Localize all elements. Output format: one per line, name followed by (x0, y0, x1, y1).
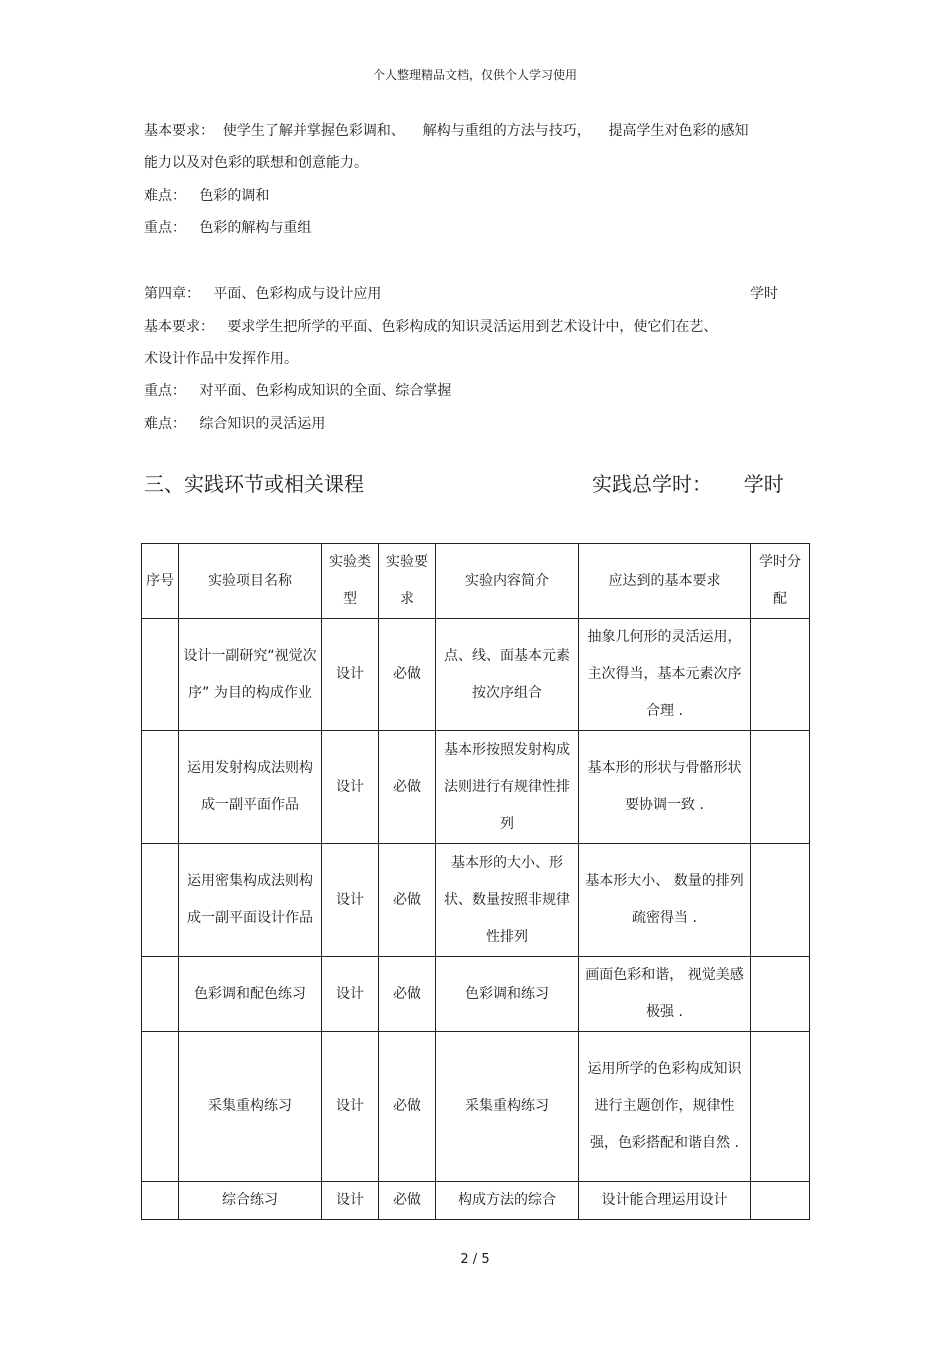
table-cell: 色彩调和配色练习 (179, 957, 322, 1032)
page-header: 个人整理精品文档，仅供个人学习使用 (372, 68, 577, 82)
table-cell (142, 957, 179, 1032)
table-cell: 设计 (322, 1032, 379, 1182)
table-cell: 设计能合理运用设计 (579, 1182, 751, 1220)
chapter-requirement: 基本要求： 要求学生把所学的平面、色彩构成的知识灵活运用到艺术设计中，使它们在艺、 (144, 319, 718, 335)
table-cell (142, 731, 179, 844)
table-cell: 构成方法的综合 (436, 1182, 579, 1220)
difficulty-text: 难点： 色彩的调和 (144, 188, 270, 204)
table-cell: 设计 (322, 957, 379, 1032)
table-cell: 点、线、面基本元素按次序组合 (436, 619, 579, 731)
requirement-text-cont: 能力以及对色彩的联想和创意能力。 (144, 155, 368, 171)
table-cell: 必做 (379, 619, 436, 731)
header-cell: 学时分配 (751, 544, 810, 619)
table-cell: 设计 (322, 731, 379, 844)
table-cell: 必做 (379, 731, 436, 844)
table-cell: 基本形大小、 数量的排列疏密得当 . (579, 844, 751, 957)
section-title: 三、实践环节或相关课程 (144, 472, 364, 496)
table-cell: 设计 (322, 1182, 379, 1220)
table-row (142, 957, 810, 1032)
chapter-hours: 学时 (750, 286, 778, 302)
header-cell: 实验内容简介 (436, 544, 579, 619)
table-cell: 必做 (379, 844, 436, 957)
table-cell: 基本形的大小、形状、数量按照非规律性排列 (436, 844, 579, 957)
table-cell (142, 1182, 179, 1220)
table-cell (751, 1032, 810, 1182)
page-number: 2 / 5 (460, 1252, 490, 1267)
header-cell: 序号 (142, 544, 179, 619)
table-row (142, 1182, 810, 1220)
table-cell (751, 731, 810, 844)
requirement-text: 基本要求： 使学生了解并掌握色彩调和、 解构与重组的方法与技巧， 提高学生对色彩的感知 (144, 123, 749, 139)
table-cell: 运用发射构成法则构成一副平面作品 (179, 731, 322, 844)
header-cell: 应达到的基本要求 (579, 544, 751, 619)
header-cell: 实验类型 (322, 544, 379, 619)
table-cell: 必做 (379, 957, 436, 1032)
table-cell: 画面色彩和谐， 视觉美感极强 . (579, 957, 751, 1032)
table-cell: 设计 (322, 619, 379, 731)
chapter-requirement-cont: 术设计作品中发挥作用。 (144, 351, 298, 367)
table-cell: 基本形的形状与骨骼形状要协调一致 . (579, 731, 751, 844)
table-cell: 设计一副研究“视觉次序” 为目的构成作业 (179, 619, 322, 731)
experiment-table (141, 543, 810, 1220)
chapter-key-point: 重点： 对平面、色彩构成知识的全面、综合掌握 (144, 383, 452, 399)
table-header-row (142, 544, 810, 619)
section-hours: 实践总学时： 学时 (592, 472, 784, 496)
table-cell: 基本形按照发射构成法则进行有规律性排列 (436, 731, 579, 844)
chapter-difficulty: 难点： 综合知识的灵活运用 (144, 416, 326, 432)
table-cell (142, 844, 179, 957)
table-cell (751, 1182, 810, 1220)
table-cell: 色彩调和练习 (436, 957, 579, 1032)
key-point-text: 重点： 色彩的解构与重组 (144, 220, 312, 236)
table-cell (142, 619, 179, 731)
header-cell: 实验要求 (379, 544, 436, 619)
table-cell: 采集重构练习 (436, 1032, 579, 1182)
table-cell: 抽象几何形的灵活运用，主次得当，基本元素次序合理 . (579, 619, 751, 731)
table-row (142, 844, 810, 957)
header-cell: 实验项目名称 (179, 544, 322, 619)
table-cell: 运用所学的色彩构成知识进行主题创作，规律性强，色彩搭配和谐自然 . (579, 1032, 751, 1182)
table-cell: 必做 (379, 1032, 436, 1182)
table-cell (142, 1032, 179, 1182)
table-row (142, 731, 810, 844)
table-cell (751, 619, 810, 731)
table-cell: 运用密集构成法则构成一副平面设计作品 (179, 844, 322, 957)
table-row (142, 1032, 810, 1182)
table-row (142, 619, 810, 731)
chapter-title: 第四章： 平面、色彩构成与设计应用 (144, 286, 382, 302)
table-cell: 采集重构练习 (179, 1032, 322, 1182)
table-cell (751, 957, 810, 1032)
table-cell: 设计 (322, 844, 379, 957)
table-cell: 必做 (379, 1182, 436, 1220)
table-cell (751, 844, 810, 957)
table-cell: 综合练习 (179, 1182, 322, 1220)
